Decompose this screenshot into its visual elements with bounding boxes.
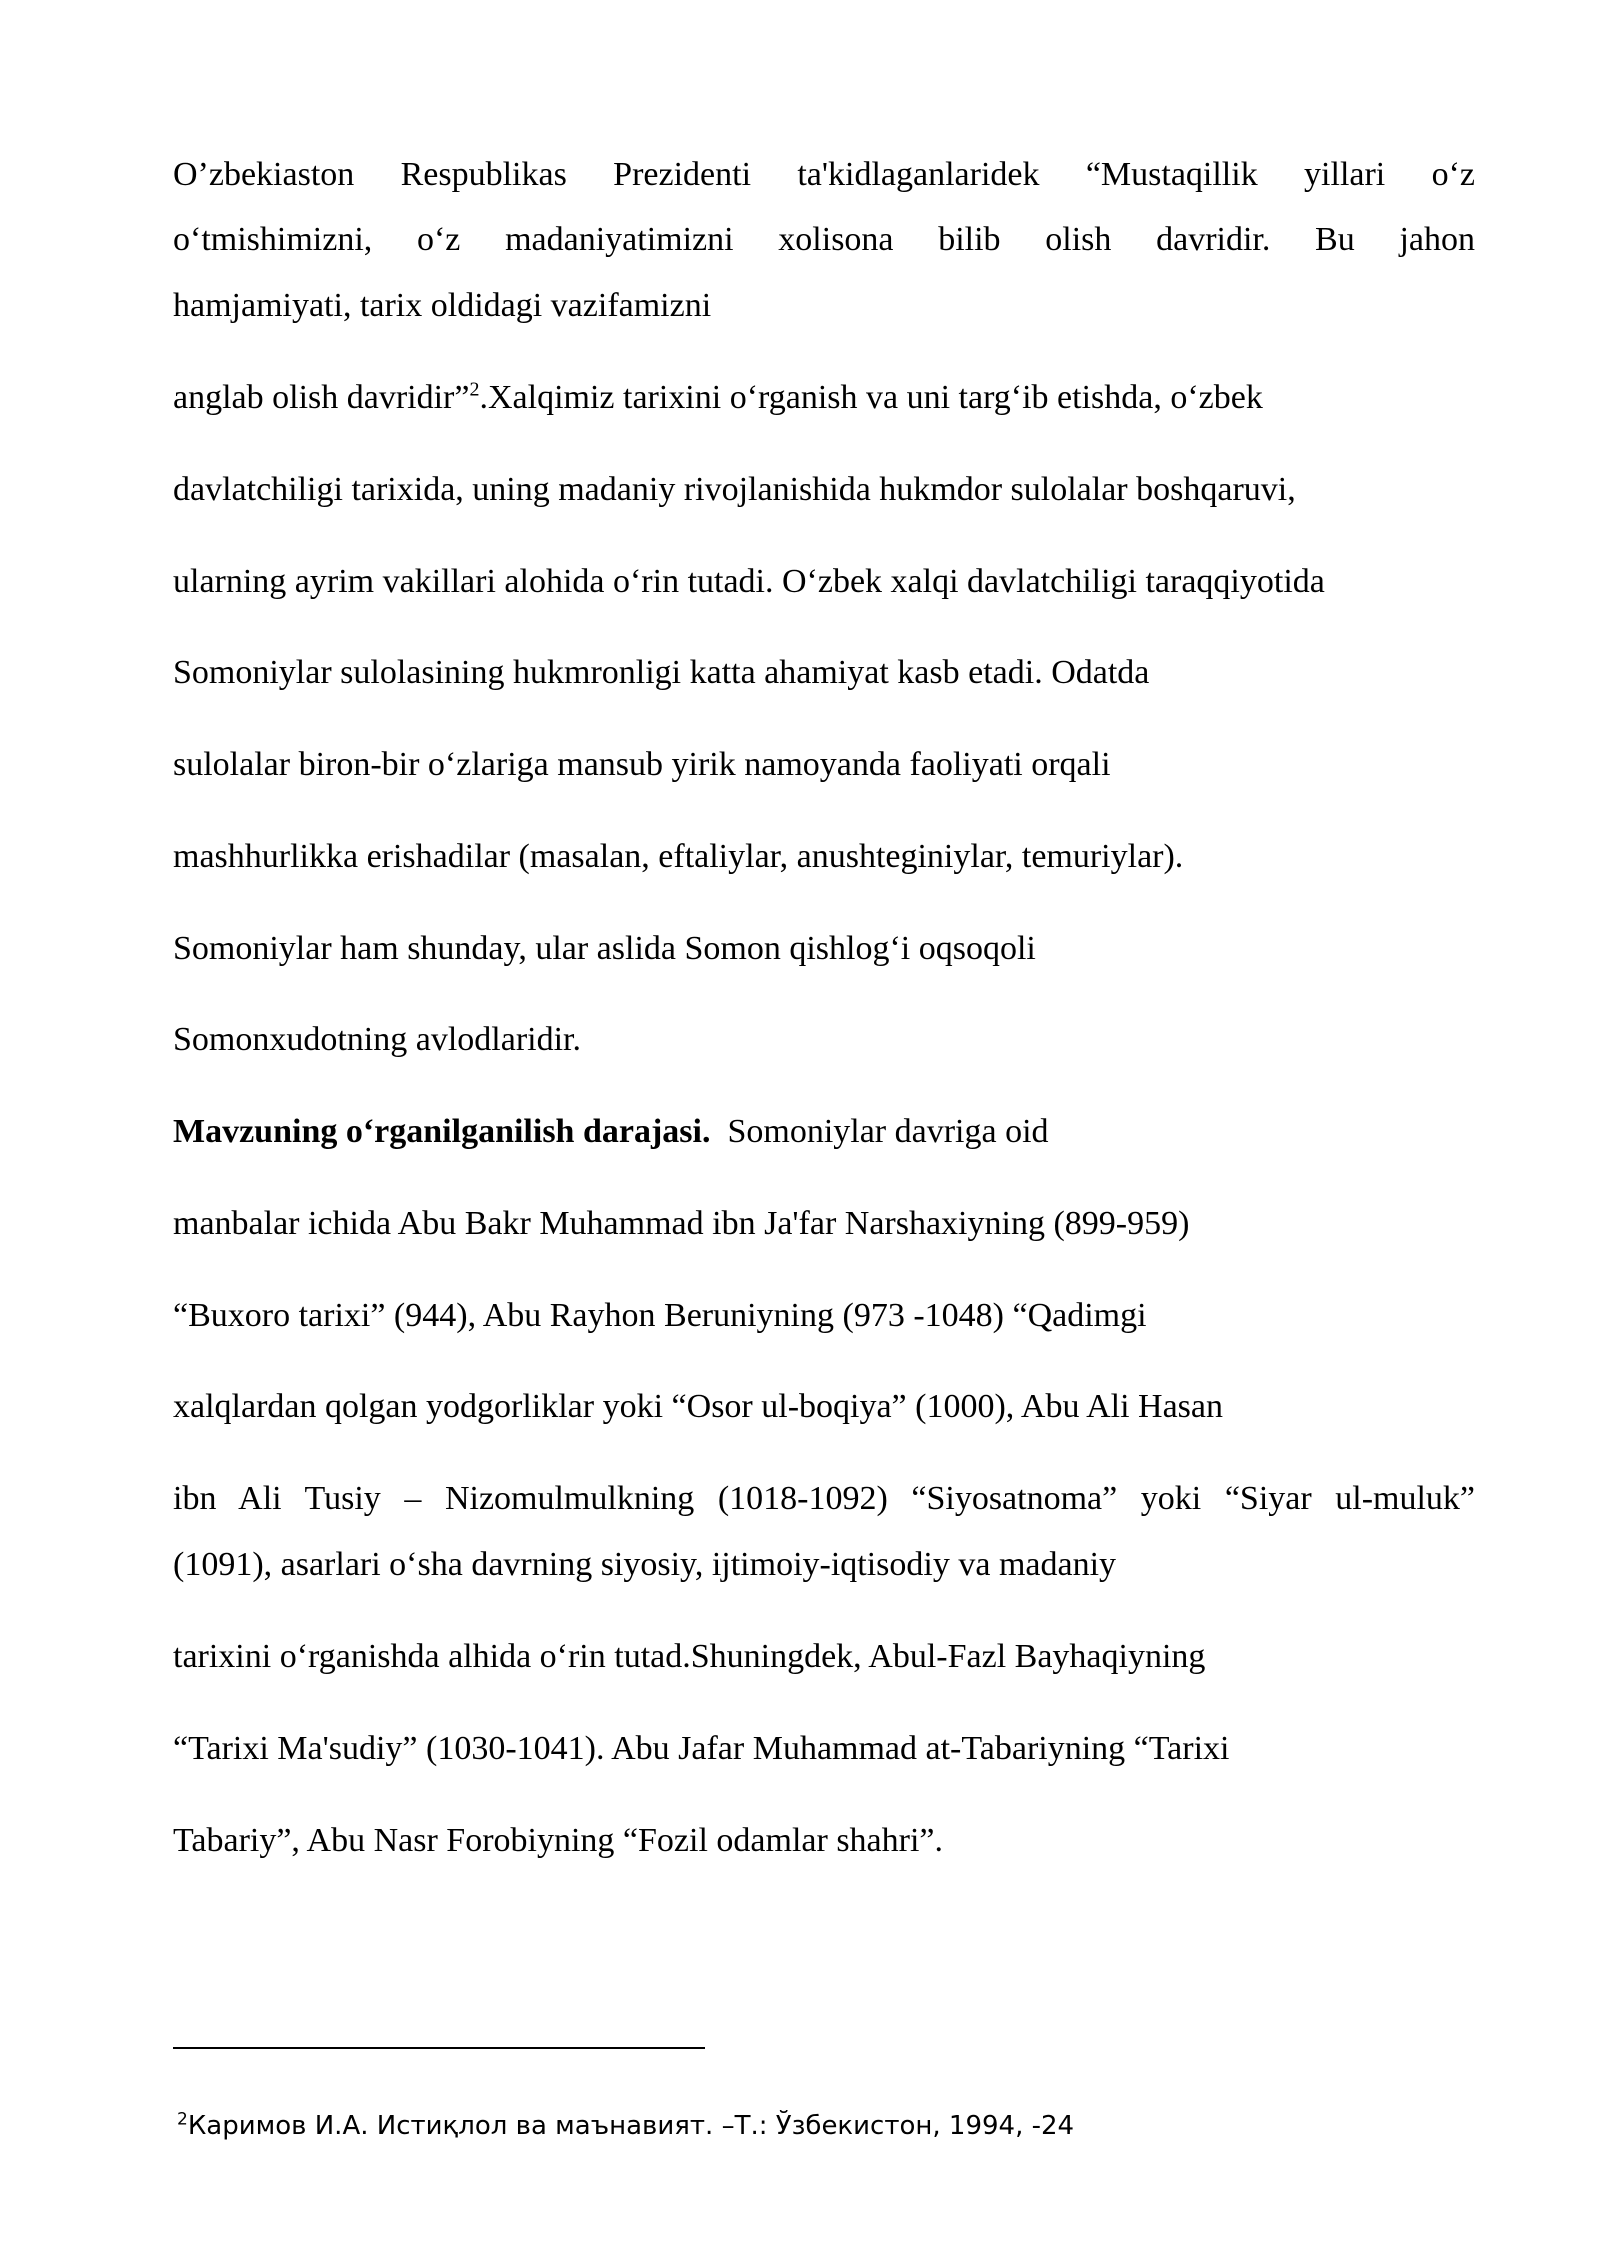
paragraph-line: “Buxoro tarixi” (944), Abu Rayhon Beruniyning (973 -1048) “Qadimgi — [173, 1297, 1147, 1334]
paragraph-line: tarixini o‘rganishda alhida o‘rin tutad.Shuningdek, Abul-Fazl Bayhaqiyning — [173, 1638, 1206, 1675]
footnote-separator — [173, 2047, 705, 2049]
paragraph-line: sulolalar biron-bir o‘zlariga mansub yirik namoyanda faoliyati orqali — [173, 746, 1111, 783]
paragraph-line: ibn Ali Tusiy – Nizomulmulkning (1018-1092) “Siyosatnoma” yoki “Siyar ul-muluk” — [173, 1480, 1475, 1517]
paragraph-line: mashhurlikka erishadilar (masalan, eftaliylar, anushteginiylar, temuriylar). — [173, 838, 1184, 875]
paragraph-line: “Tarixi Ma'sudiy” (1030-1041). Abu Jafar Muhammad at-Tabariyning “Tarixi — [173, 1730, 1230, 1767]
paragraph-line: ularning ayrim vakillari alohida o‘rin tutadi. O‘zbek xalqi davlatchiligi taraqqiyotida — [173, 563, 1325, 600]
paragraph-line — [173, 1109, 1475, 1155]
paragraph-line: Somoniylar sulolasining hukmronligi katta ahamiyat kasb etadi. Odatda — [173, 654, 1150, 691]
paragraph-line: O’zbekiaston Respublikas Prezidenti ta'kidlaganlaridek “Mustaqillik yillari o‘z — [173, 156, 1475, 193]
paragraph-line: xalqlardan qolgan yodgorliklar yoki “Osor ul-boqiya” (1000), Abu Ali Hasan — [173, 1388, 1223, 1425]
paragraph-line: davlatchiligi tarixida, uning madaniy rivojlanishida hukmdor sulolalar boshqaruvi, — [173, 471, 1296, 508]
paragraph-line: hamjamiyati, tarix oldidagi vazifamizni — [173, 287, 712, 324]
sentence-text: .Xalqimiz tarixini o‘rganish va uni targ‘ib etishda, o‘zbek — [479, 379, 1263, 416]
paragraph-line: manbalar ichida Abu Bakr Muhammad ibn Ja'far Narshaxiyning (899-959) — [173, 1205, 1190, 1242]
footnote-marker: 2 — [177, 2109, 188, 2130]
footnote — [177, 2108, 1074, 2144]
paragraph-line: Tabariy”, Abu Nasr Forobiyning “Fozil odamlar shahri”. — [173, 1822, 943, 1859]
footnote-reference[interactable]: 2 — [469, 378, 480, 401]
paragraph-line: Somoniylar ham shunday, ular aslida Somon qishlog‘i oqsoqoli — [173, 930, 1036, 967]
paragraph-line — [173, 375, 1475, 421]
paragraph-line: o‘tmishimizni, o‘z madaniyatimizni xolisona bilib olish davridir. Bu jahon — [173, 221, 1475, 258]
paragraph-line: Somonxudotning avlodlaridir. — [173, 1021, 581, 1058]
quote-end-text: anglab olish davridir” — [173, 379, 470, 416]
sentence-text: Somoniylar davriga oid — [710, 1113, 1049, 1150]
section-heading: Mavzuning o‘rganilganilish darajasi. — [173, 1113, 711, 1150]
paragraph-line: (1091), asarlari o‘sha davrning siyosiy, ijtimoiy-iqtisodiy va madaniy — [173, 1546, 1117, 1583]
footnote-text: Каримов И.А. Истиқлол ва маънавият. –Т.: Ўзбекистон, 1994, -24 — [187, 2111, 1075, 2141]
